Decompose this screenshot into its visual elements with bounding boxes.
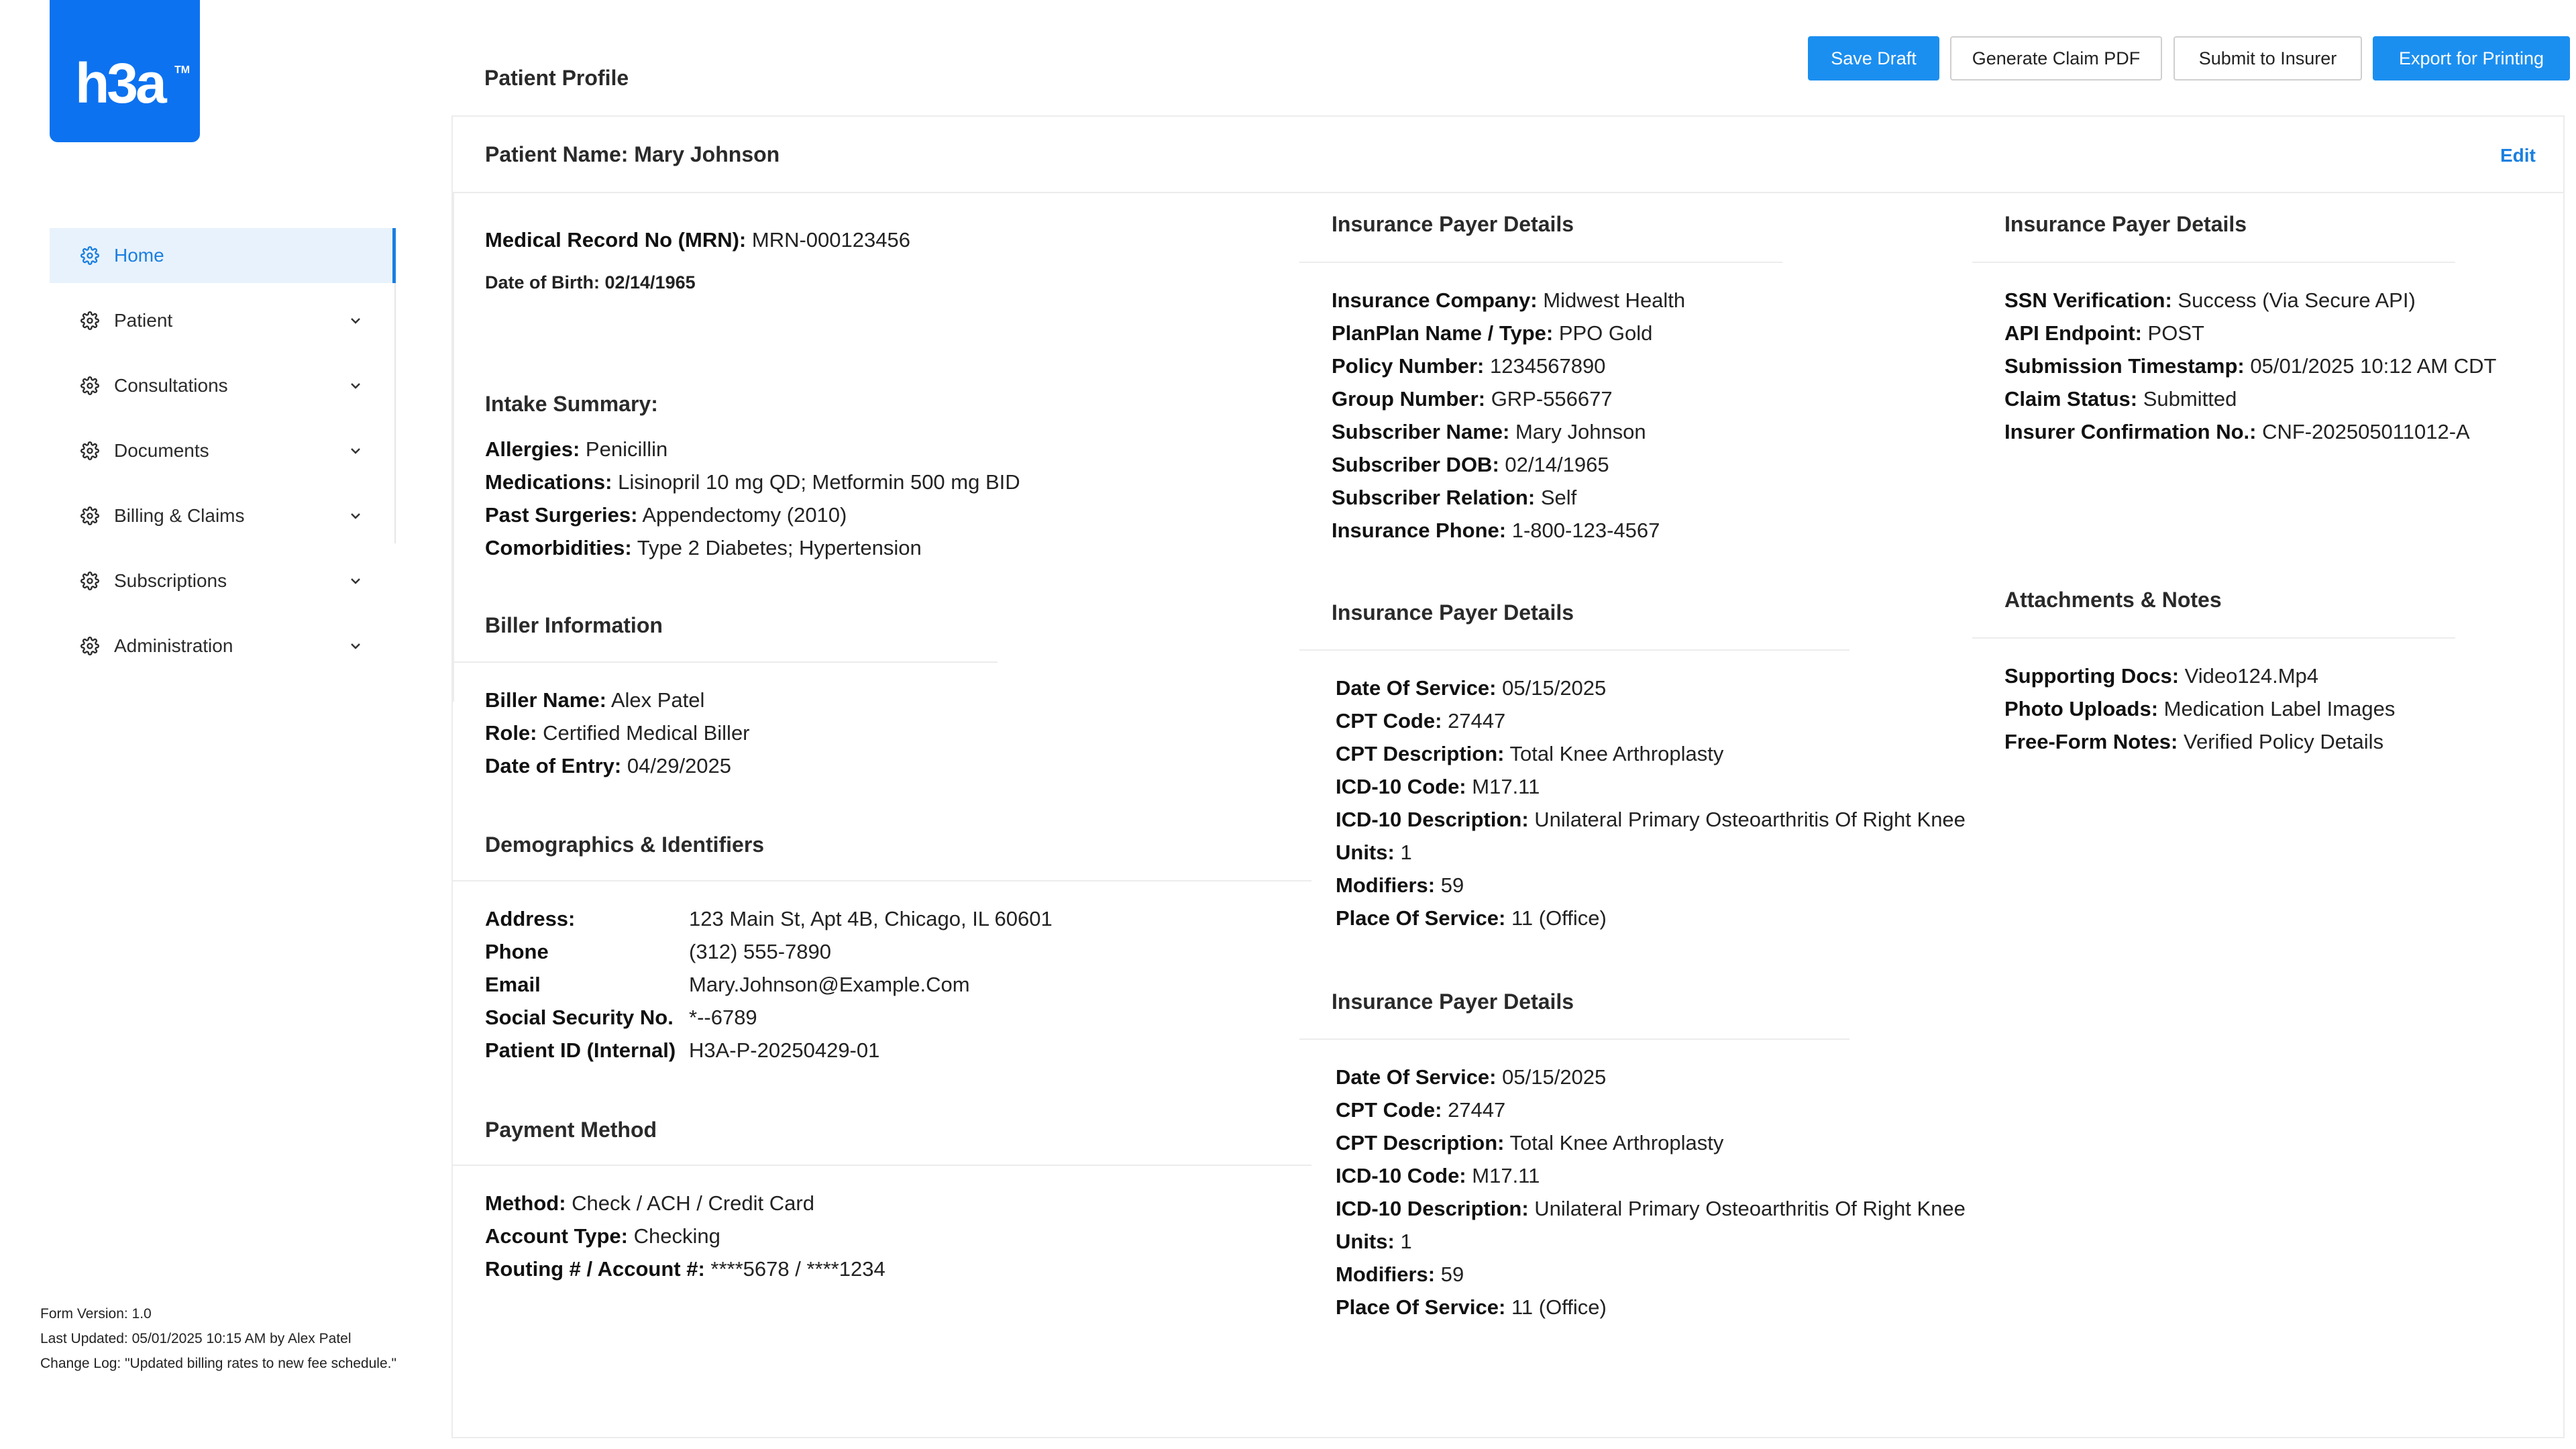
insurance-label: Group Number: [1332, 387, 1486, 411]
intake-row [485, 437, 971, 462]
service-row [1336, 1295, 1607, 1320]
submission-label: Insurer Confirmation No.: [2004, 420, 2257, 443]
service-value: 27447 [1448, 709, 1506, 733]
mrn-value: MRN-000123456 [751, 228, 910, 252]
insurance-row [1332, 420, 1646, 444]
insurance-value: GRP-556677 [1491, 387, 1613, 411]
insurance-row [1332, 354, 1605, 378]
mrn-label: Medical Record No (MRN): [485, 228, 747, 252]
service-details-title: Insurance Payer Details [1332, 600, 1574, 625]
biller-label: Biller Name: [485, 688, 606, 712]
gear-icon [80, 637, 99, 655]
sidebar-item-label: Consultations [114, 375, 228, 396]
intake-label: Allergies: [485, 437, 580, 461]
attachment-row [2004, 664, 2318, 688]
insurance-row [1332, 321, 1652, 345]
service-row [1336, 906, 1607, 930]
insurance-row [1332, 519, 1660, 543]
export-for-printing-button[interactable]: Export for Printing [2373, 36, 2570, 80]
attachment-label: Photo Uploads: [2004, 697, 2159, 720]
payment-row [485, 1257, 885, 1281]
service-value: M17.11 [1472, 775, 1540, 798]
section-divider [453, 661, 998, 663]
service-value: 27447 [1448, 1098, 1506, 1122]
attachment-value: Verified Policy Details [2184, 730, 2384, 753]
submission-row [2004, 387, 2237, 411]
biller-value: Alex Patel [610, 688, 705, 712]
patient-name: Patient Name: Mary Johnson [485, 142, 780, 166]
sidebar-item-label: Patient [114, 310, 173, 331]
gear-icon [80, 441, 99, 460]
intake-summary-title: Intake Summary: [485, 392, 658, 416]
attachment-value[interactable]: Medication Label Images [2163, 697, 2396, 720]
service-label: Units: [1336, 1230, 1395, 1253]
intake-value: Lisinopril 10 mg QD; Metformin 500 mg BID [618, 470, 1020, 494]
service-value: 05/15/2025 [1502, 1065, 1607, 1089]
attachment-row [2004, 697, 2395, 721]
service-value: Unilateral Primary Osteoarthritis Of Right Knee [1534, 808, 1966, 831]
attachment-label: Supporting Docs: [2004, 664, 2180, 688]
demographics-value: 123 Main St, Apt 4B, Chicago, IL 60601 [689, 907, 1053, 930]
mrn-row [485, 228, 910, 252]
insurance-payer-title: Insurance Payer Details [1332, 212, 1574, 236]
insurance-label: PlanPlan Name / Type: [1332, 321, 1554, 345]
submission-value: 05/01/2025 10:12 AM CDT [2250, 354, 2497, 378]
demographics-value: (312) 555-7890 [689, 940, 831, 963]
gear-icon [80, 311, 99, 330]
logo-text: h3a [75, 52, 164, 115]
submission-row [2004, 321, 2204, 345]
biller-label: Date of Entry: [485, 754, 622, 777]
gear-icon [80, 506, 99, 525]
submission-details-title: Insurance Payer Details [2004, 212, 2247, 236]
submission-value: Submitted [2143, 387, 2237, 411]
demographics-value: Mary.Johnson@Example.Com [689, 973, 970, 996]
service-row [1336, 709, 1505, 733]
card-header [453, 117, 2563, 193]
service-row [1336, 1131, 1723, 1155]
demographics-label: Phone [485, 940, 549, 963]
sidebar-item-administration[interactable] [50, 619, 396, 674]
service-label: Date Of Service: [1336, 1065, 1497, 1089]
payment-row [485, 1224, 720, 1248]
patient-profile-card [451, 115, 2565, 1438]
edit-link[interactable]: Edit [2500, 145, 2536, 166]
sidebar-item-label: Billing & Claims [114, 505, 245, 526]
service-row [1336, 1164, 1540, 1188]
payment-label: Method: [485, 1191, 566, 1215]
generate-claim-pdf-button[interactable]: Generate Claim PDF [1950, 36, 2162, 80]
service-value: 11 (Office) [1511, 906, 1607, 930]
service-label: ICD-10 Code: [1336, 775, 1466, 798]
service-label: CPT Code: [1336, 1098, 1442, 1122]
sidebar-item-home[interactable] [50, 228, 396, 283]
trademark-mark: TM [174, 64, 191, 76]
demographics-row [485, 1006, 674, 1030]
service-label: Modifiers: [1336, 873, 1436, 897]
service-row [1336, 742, 1723, 766]
attachment-label: Free-Form Notes: [2004, 730, 2178, 753]
service-row [1336, 1065, 1606, 1089]
attachment-value[interactable]: Video124.Mp4 [2184, 664, 2319, 688]
insurance-row [1332, 387, 1613, 411]
payment-row [485, 1191, 814, 1216]
insurance-value: Mary Johnson [1515, 420, 1646, 443]
biller-value: Certified Medical Biller [543, 721, 750, 745]
page-title: Patient Profile [484, 66, 629, 90]
insurance-label: Subscriber Name: [1332, 420, 1510, 443]
date-of-birth: Date of Birth: 02/14/1965 [485, 272, 696, 292]
section-divider [1972, 637, 2455, 639]
intake-label: Medications: [485, 470, 612, 494]
submission-label: Claim Status: [2004, 387, 2138, 411]
biller-label: Role: [485, 721, 537, 745]
payment-value: Check / ACH / Credit Card [572, 1191, 814, 1215]
service-row [1336, 1263, 1464, 1287]
intake-row [485, 503, 971, 527]
service-value: 59 [1440, 1263, 1464, 1286]
chevron-down-icon[interactable] [347, 508, 364, 524]
sidebar-item-label: Home [114, 245, 164, 266]
demographics-value: H3A-P-20250429-01 [689, 1038, 880, 1062]
chevron-down-icon[interactable] [347, 313, 364, 329]
demographics-label: Social Security No. [485, 1006, 674, 1029]
service-label: ICD-10 Description: [1336, 808, 1529, 831]
biller-row [485, 754, 731, 778]
sidebar-item-label: Subscriptions [114, 570, 227, 591]
submission-row [2004, 288, 2416, 313]
service-label: ICD-10 Description: [1336, 1197, 1529, 1220]
service-row [1336, 873, 1464, 898]
service-label: CPT Description: [1336, 742, 1505, 765]
intake-value: Penicillin [585, 437, 668, 461]
payment-label: Account Type: [485, 1224, 628, 1248]
service-label: Units: [1336, 841, 1395, 864]
intake-value: Appendectomy (2010) [642, 503, 847, 527]
service-label: CPT Description: [1336, 1131, 1505, 1155]
sidebar-nav [50, 228, 396, 674]
demographics-row [485, 940, 549, 964]
service-label: Place Of Service: [1336, 1295, 1506, 1319]
insurance-label: Insurance Company: [1332, 288, 1538, 312]
last-updated: Last Updated: 05/01/2025 10:15 AM by Alex Patel [40, 1331, 352, 1346]
biller-value: 04/29/2025 [627, 754, 732, 777]
demographics-label: Patient ID (Internal) [485, 1038, 676, 1062]
insurance-label: Subscriber Relation: [1332, 486, 1536, 509]
sidebar-item-label: Documents [114, 440, 209, 461]
gear-icon [80, 246, 99, 265]
service-value: 11 (Office) [1511, 1295, 1607, 1319]
insurance-value: PPO Gold [1558, 321, 1653, 345]
service-row [1336, 775, 1540, 799]
section-divider [1299, 262, 1782, 263]
chevron-down-icon[interactable] [347, 573, 364, 589]
sidebar-item-patient[interactable] [50, 293, 396, 348]
service-value: 1 [1400, 1230, 1412, 1253]
submission-row [2004, 354, 2496, 378]
change-log: Change Log: "Updated billing rates to new fee schedule." [40, 1356, 396, 1371]
submission-label: API Endpoint: [2004, 321, 2142, 345]
intake-label: Past Surgeries: [485, 503, 638, 527]
submission-row [2004, 420, 2470, 444]
service-details-title: Insurance Payer Details [1332, 989, 1574, 1014]
demographics-value: *--6789 [689, 1006, 757, 1029]
chevron-down-icon[interactable] [347, 638, 364, 654]
sidebar-item-label: Administration [114, 635, 233, 656]
chevron-down-icon[interactable] [347, 378, 364, 394]
demographics-label: Address: [485, 907, 576, 930]
section-divider [1972, 262, 2455, 263]
submission-value: Success (Via Secure API) [2178, 288, 2416, 312]
service-value: Total Knee Arthroplasty [1509, 1131, 1724, 1155]
gear-icon [80, 376, 99, 395]
submission-label: Submission Timestamp: [2004, 354, 2245, 378]
insurance-row [1332, 453, 1609, 477]
biller-row [485, 721, 750, 745]
intake-label: Comorbidities: [485, 536, 632, 559]
service-row [1336, 1098, 1505, 1122]
payment-method-title: Payment Method [485, 1118, 657, 1142]
section-divider [453, 880, 1311, 881]
service-value: 1 [1400, 841, 1412, 864]
demographics-label: Email [485, 973, 541, 996]
service-row [1336, 808, 1966, 832]
insurance-label: Policy Number: [1332, 354, 1485, 378]
section-divider [1299, 1038, 1849, 1040]
service-label: Place Of Service: [1336, 906, 1506, 930]
column-divider [453, 193, 454, 702]
payment-value: Checking [633, 1224, 720, 1248]
insurance-row [1332, 486, 1576, 510]
insurance-value: Midwest Health [1543, 288, 1686, 312]
submission-value: POST [2147, 321, 2204, 345]
insurance-value: 1234567890 [1490, 354, 1606, 378]
insurance-value: 02/14/1965 [1505, 453, 1609, 476]
brand-logo[interactable] [50, 0, 200, 142]
demographics-row [485, 907, 575, 931]
submit-to-insurer-button[interactable]: Submit to Insurer [2174, 36, 2362, 80]
service-label: ICD-10 Code: [1336, 1164, 1466, 1187]
service-row [1336, 676, 1606, 700]
section-divider [1299, 649, 1849, 651]
insurance-value: Self [1540, 486, 1577, 509]
insurance-value: 1-800-123-4567 [1511, 519, 1660, 542]
intake-value: Type 2 Diabetes; Hypertension [637, 536, 922, 559]
service-value: M17.11 [1472, 1164, 1540, 1187]
intake-row [485, 470, 1020, 494]
service-label: Modifiers: [1336, 1263, 1436, 1286]
demographics-title: Demographics & Identifiers [485, 833, 765, 857]
intake-row [485, 536, 971, 560]
form-version-info [40, 1301, 396, 1376]
sidebar-item-subscriptions[interactable] [50, 553, 396, 608]
section-divider [453, 1165, 1311, 1166]
save-draft-button[interactable]: Save Draft [1808, 36, 1939, 80]
chevron-down-icon[interactable] [347, 443, 364, 459]
service-row [1336, 841, 1412, 865]
payment-value: ****5678 / ****1234 [710, 1257, 885, 1281]
demographics-row [485, 1038, 676, 1063]
service-value: Total Knee Arthroplasty [1509, 742, 1724, 765]
service-label: Date Of Service: [1336, 676, 1497, 700]
attachment-row [2004, 730, 2383, 754]
sidebar-item-documents[interactable] [50, 423, 396, 478]
service-value: Unilateral Primary Osteoarthritis Of Right Knee [1534, 1197, 1966, 1220]
insurance-row [1332, 288, 1685, 313]
attachments-notes-title: Attachments & Notes [2004, 588, 2222, 612]
insurance-label: Insurance Phone: [1332, 519, 1507, 542]
sidebar-item-consultations[interactable] [50, 358, 396, 413]
service-value: 05/15/2025 [1502, 676, 1607, 700]
form-version: Form Version: 1.0 [40, 1306, 152, 1322]
sidebar-item-billing-claims[interactable] [50, 488, 396, 543]
submission-value: CNF-202505011012-A [2262, 420, 2470, 443]
service-row [1336, 1197, 1966, 1221]
gear-icon [80, 572, 99, 590]
biller-row [485, 688, 704, 712]
service-value: 59 [1440, 873, 1464, 897]
service-row [1336, 1230, 1412, 1254]
payment-label: Routing # / Account #: [485, 1257, 705, 1281]
service-label: CPT Code: [1336, 709, 1442, 733]
biller-information-title: Biller Information [485, 613, 663, 637]
demographics-row [485, 973, 541, 997]
submission-label: SSN Verification: [2004, 288, 2172, 312]
insurance-label: Subscriber DOB: [1332, 453, 1499, 476]
